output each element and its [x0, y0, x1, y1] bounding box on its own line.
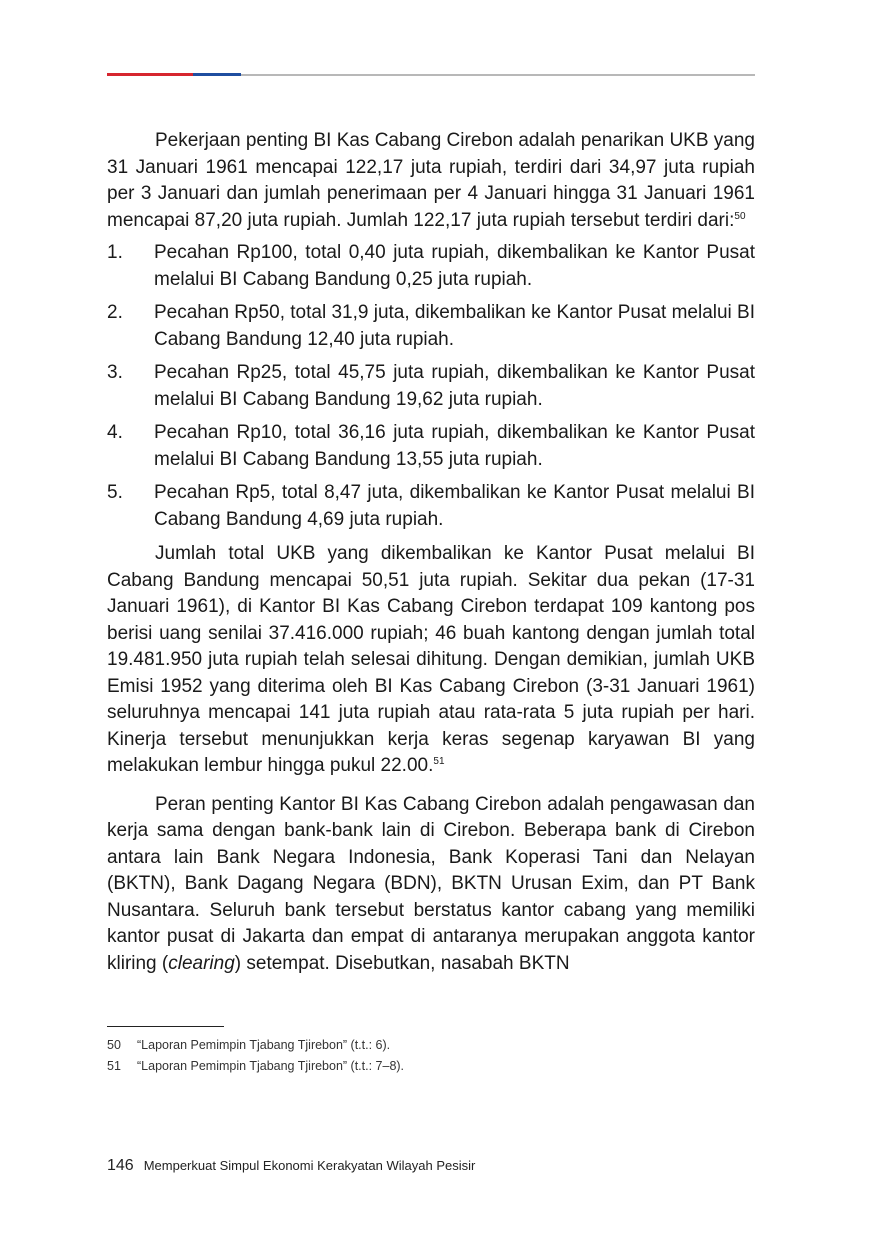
list-item-number: 3. [107, 362, 123, 383]
list-item [107, 360, 755, 413]
paragraph-1: Pekerjaan penting BI Kas Cabang Cirebon adalah penarikan UKB yang 31 Januari 1961 mencapai 122,17 juta rupiah, terdiri dari 34,97 juta rupiah per 3 Januari dan jumlah penerimaan per 4 Januari hingga 31 Januari 1961 mencapai 87,20 juta rupiah. Jumlah 122,17 juta rupiah tersebut terdiri dari:$^{50}$ [107, 130, 755, 231]
list-item-text: Pecahan Rp5, total 8,47 juta, dikembalikan ke Kantor Pusat melalui BI Cabang Bandung 4,69 juta rupiah. [154, 482, 755, 530]
list-item-number: 1. [107, 242, 123, 263]
list-item [107, 240, 755, 293]
footnote-ref-51: 51 [433, 756, 445, 767]
header-rule-blue-segment [193, 73, 241, 76]
list-item-number: 2. [107, 302, 123, 323]
list-item [107, 480, 755, 533]
header-rule [107, 73, 755, 76]
list-item-text: Pecahan Rp10, total 36,16 juta rupiah, dikembalikan ke Kantor Pusat melalui BI Cabang Bandung 13,55 juta rupiah. [154, 422, 755, 470]
list-item-text: Pecahan Rp25, total 45,75 juta rupiah, dikembalikan ke Kantor Pusat melalui BI Cabang Bandung 19,62 juta rupiah. [154, 362, 755, 410]
footnote-ref-50: 50 [734, 210, 746, 222]
list-item-text: Pecahan Rp100, total 0,40 juta rupiah, dikembalikan ke Kantor Pusat melalui BI Cabang Bandung 0,25 juta rupiah. [154, 242, 755, 290]
footnote-number: 51 [107, 1059, 121, 1073]
list-item-number: 5. [107, 482, 123, 503]
italic-term: clearing [168, 952, 235, 974]
body-text [107, 128, 755, 977]
book-title: Memperkuat Simpul Ekonomi Kerakyatan Wilayah Pesisir [143, 1158, 476, 1173]
footnote-51 [107, 1059, 755, 1073]
denomination-list [107, 240, 755, 533]
list-item [107, 420, 755, 473]
list-item [107, 300, 755, 353]
page-number: 146 [107, 1157, 134, 1174]
list-item-text: Pecahan Rp50, total 31,9 juta, dikembalikan ke Kantor Pusat melalui BI Cabang Bandung 12,40 juta rupiah. [154, 302, 755, 350]
list-item-number: 4. [107, 422, 123, 443]
footnote-text: “Laporan Pemimpin Tjabang Tjirebon” (t.t.: 7–8). [137, 1059, 405, 1073]
paragraph-3: Peran penting Kantor BI Kas Cabang Cirebon adalah pengawasan dan kerja sama dengan bank-bank lain di Cirebon. Beberapa bank di Cirebon antara lain Bank Negara Indonesia, Bank Koperasi Tani dan Nelayan (BKTN), Bank Dagang Negara (BDN), BKTN Urusan Exim, dan PT Bank Nusantara. Seluruh bank tersebut berstatus kantor cabang yang memiliki kantor pusat di Jakarta dan empat di antaranya merupakan anggota kantor kliring (clearing) setempat. Disebutkan, nasabah BKTN [107, 793, 755, 974]
footnote-number: 50 [107, 1038, 121, 1052]
page-footer [107, 1157, 475, 1175]
footnote-separator [107, 1026, 224, 1027]
footnote-text: “Laporan Pemimpin Tjabang Tjirebon” (t.t.: 6). [137, 1038, 391, 1052]
footnotes [107, 1038, 755, 1080]
header-rule-red-segment [107, 73, 193, 76]
header-rule-gray-segment [241, 74, 755, 76]
footnote-50 [107, 1038, 755, 1052]
paragraph-2: Jumlah total UKB yang dikembalikan ke Kantor Pusat melalui BI Cabang Bandung mencapai 50,51 juta rupiah. Sekitar dua pekan (17-31 Januari 1961), di Kantor BI Kas Cabang Cirebon terdapat 109 kantong pos berisi uang senilai 37.416.000 rupiah; 46 buah kantong dengan jumlah total 19.481.950 juta rupiah telah selesai dihitung. Dengan demikian, jumlah UKB Emisi 1952 yang diterima oleh BI Kas Cabang Cirebon (3-31 Januari 1961) seluruhnya mencapai 141 juta rupiah atau rata-rata 5 juta rupiah per hari. Kinerja tersebut menunjukkan kerja keras segenap karyawan BI yang melakukan lembur hingga pukul 22.00.51 [107, 543, 755, 776]
